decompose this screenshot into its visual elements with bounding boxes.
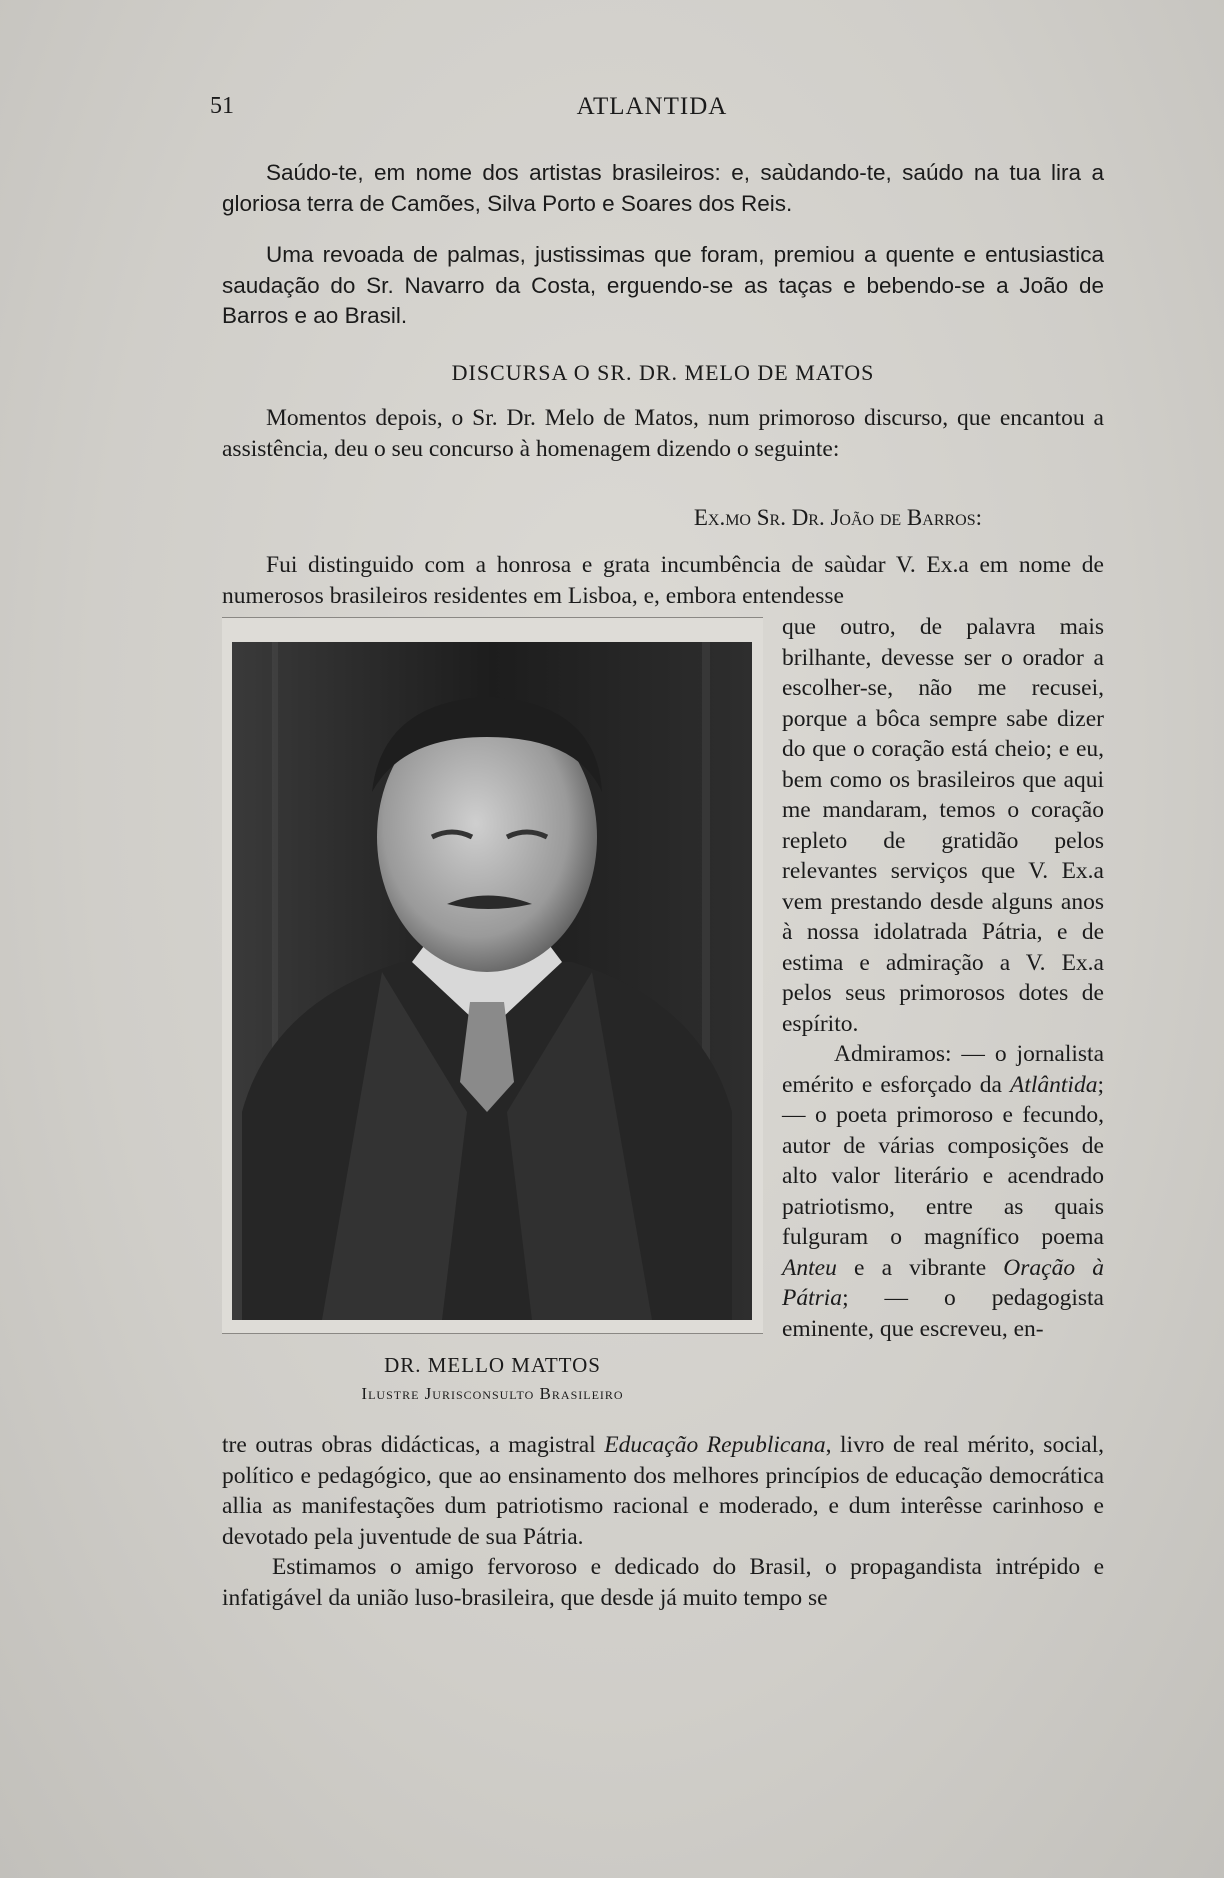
right-column-text-2b: ; — o poeta primoroso e fecundo, autor de várias composições de alto valor literário e acendrado patriotismo, entre as quais fulguram o magnífico poema: [782, 1071, 1104, 1250]
title-oracao: Oração à Pátria: [782, 1254, 1104, 1311]
paragraph-4: Fui distinguido com a honrosa e grata incumbência de saùdar V. Ex.a em nome de numerosos brasileiros residentes em Lisboa, e, embora entendesse: [222, 552, 1104, 609]
running-head: [210, 93, 1094, 123]
title-atlantida: Atlântida: [1009, 1071, 1098, 1098]
page-number: 51: [210, 93, 234, 119]
photo-caption-title: Ilustre Jurisconsulto Brasileiro: [361, 1384, 624, 1403]
portrait-illustration: [232, 642, 752, 1320]
bottom-paragraph-1: [222, 1430, 1104, 1552]
bottom-paragraph-2: Estimamos o amigo fervoroso e dedicado do Brasil, o propagandista intrépido e infatigável da união luso-brasileira, que desde já muito tempo se: [222, 1554, 1104, 1611]
title-anteu: Anteu: [782, 1254, 837, 1281]
photo-caption-name: DR. MELLO MATTOS: [384, 1353, 601, 1377]
right-column: [782, 612, 1104, 1344]
section-heading: DISCURSA O SR. DR. MELO DE MATOS: [451, 360, 875, 385]
bottom-text-b: , livro de real mérito, social, político e pedagógico, que ao ensinamento dos melhores princípios de educação democrática allia as manifestações dum patriotismo racional e moderado, e dum interêsse carinhoso e devotado pela juventude de sua Pátria.: [222, 1432, 1104, 1550]
bottom-text-a: tre outras obras didácticas, a magistral: [222, 1432, 605, 1458]
title-educacao: Educação Republicana: [604, 1432, 826, 1458]
salutation: Ex.mo Sr. Dr. João de Barros:: [693, 505, 982, 530]
right-column-text-2d: ; — o pedagogista eminente, que escreveu, en-: [782, 1285, 1104, 1342]
paragraph-2: Uma revoada de palmas, justissimas que foram, premiou a quente e entusiastica saudação do Sr. Navarro da Costa, erguendo-se as taças e bebendo-se a João de Barros e ao Brasil.: [222, 242, 1104, 328]
bottom-text: [222, 1430, 1104, 1613]
right-column-text-2c: e a vibrante: [836, 1254, 1004, 1281]
paragraph-3: Momentos depois, o Sr. Dr. Melo de Matos, num primoroso discurso, que encantou a assistência, deu o seu concurso à homenagem dizendo o seguinte:: [222, 405, 1104, 462]
portrait-photo: [232, 642, 752, 1320]
right-column-text-1: que outro, de palavra mais brilhante, devesse ser o orador a escolher-se, não me recusei, porque a bôca sempre sabe dizer do que o coração está cheio; e eu, bem como os brasileiros que aqui me mandaram, temos o coração repleto de gratidão pelos relevantes serviços que V. Ex.a vem prestando desde alguns anos à nossa idolatrada Pátria, e de estima e admiração a V. Ex.a pelos seus primorosos dotes de espírito.: [782, 614, 1104, 1037]
right-column-text-2a: Admiramos: — o jornalista emérito e esforçado da: [782, 1041, 1104, 1098]
journal-title: ATLANTIDA: [576, 93, 728, 120]
paragraph-1: Saúdo-te, em nome dos artistas brasileiros: e, saùdando-te, saúdo na tua lira a gloriosa terra de Camões, Silva Porto e Soares dos Reis.: [222, 160, 1104, 216]
